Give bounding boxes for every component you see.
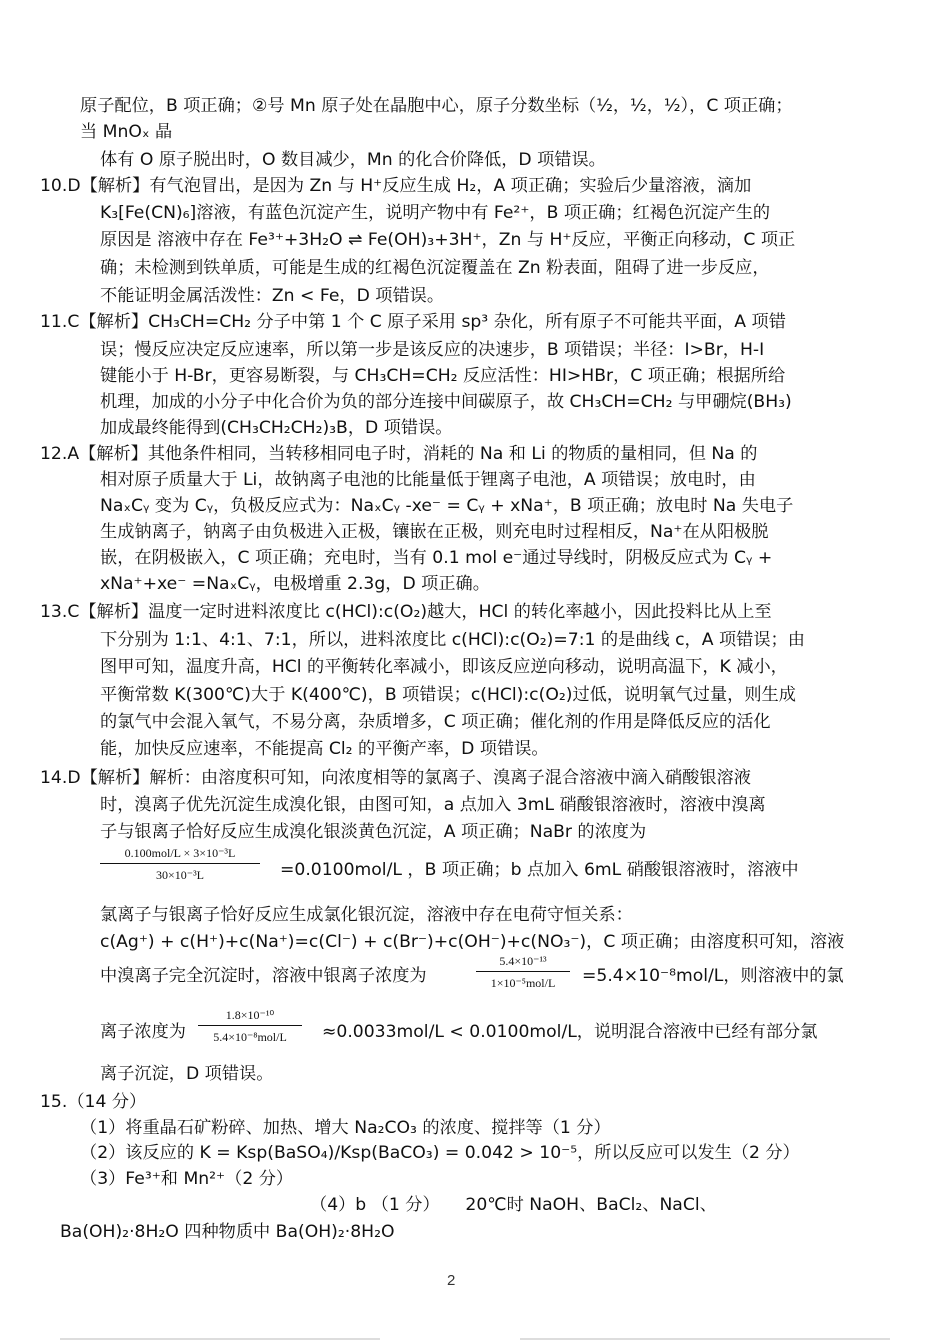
- text-line: 能，加快反应速率，不能提高 Cl₂ 的平衡产率，D 项错误。: [100, 739, 549, 759]
- text-line: ≈0.0033mol/L < 0.0100mol/L，说明混合溶液中已经有部分氯: [322, 1022, 818, 1042]
- text-line: 原子配位，B 项正确；②号 Mn 原子处在晶胞中心，原子分数坐标（½，½，½），C 项正确；: [80, 96, 793, 116]
- question-15-heading: 15.（14 分）: [40, 1092, 147, 1112]
- fraction-nabr-concentration: [100, 846, 260, 883]
- text-line: 体有 O 原子脱出时，O 数目减少，Mn 的化合价降低，D 项错误。: [100, 150, 606, 170]
- answer-11-line: 11.C【解析】CH₃CH=CH₂ 分子中第 1 个 C 原子采用 sp³ 杂化，所有原子不可能共平面，A 项错: [40, 312, 786, 332]
- text-line: 中溴离子完全沉淀时，溶液中银离子浓度为: [100, 966, 427, 986]
- divider: [60, 1338, 380, 1340]
- text-line: 离子沉淀，D 项错误。: [100, 1064, 274, 1084]
- fraction-cl-concentration: [198, 1008, 302, 1045]
- answer-14-line: 14.D【解析】解析：由溶度积可知，向浓度相等的氯离子、溴离子混合溶液中滴入硝酸银溶液: [40, 768, 751, 788]
- text-line: =0.0100mol/L ，B 项正确；b 点加入 6mL 硝酸银溶液时，溶液中: [280, 860, 799, 880]
- text-line: 原因是 溶液中存在 Fe³⁺+3H₂O ⇌ Fe(OH)₃+3H⁺，Zn 与 H⁺反应，平衡正向移动，C 项正: [100, 230, 796, 250]
- text-line: =5.4×10⁻⁸mol/L，则溶液中的氯: [582, 966, 844, 986]
- text-line: （3）Fe³⁺和 Mn²⁺（2 分）: [80, 1169, 294, 1189]
- text-line: 键能小于 H-Br，更容易断裂，与 CH₃CH=CH₂ 反应活性：HI>HBr，C 项正确；根据所给: [100, 366, 786, 386]
- text-line: 生成钠离子，钠离子由负极进入正极，镶嵌在正极，则充电时过程相反，Na⁺在从阳极脱: [100, 522, 769, 542]
- answer-10-line: 10.D【解析】有气泡冒出，是因为 Zn 与 H⁺反应生成 H₂，A 项正确；实验后少量溶液，滴加: [40, 176, 752, 196]
- text-line: Ba(OH)₂·8H₂O 四种物质中 Ba(OH)₂·8H₂O: [60, 1222, 395, 1242]
- fraction-numerator: 1.8×10⁻¹⁰: [198, 1008, 302, 1026]
- text-line: 平衡常数 K(300℃)大于 K(400℃)，B 项错误；c(HCl):c(O₂)过低，说明氧气过量，则生成: [100, 685, 796, 705]
- text-line: 嵌，在阴极嵌入，C 项正确；充电时，当有 0.1 mol e⁻通过导线时，阴极反应式为 Cᵧ +: [100, 548, 773, 568]
- text-line: 不能证明金属活泼性：Zn < Fe，D 项错误。: [100, 286, 445, 306]
- page-number: 2: [447, 1272, 456, 1289]
- text-line: （2）该反应的 K = Ksp(BaSO₄)/Ksp(BaCO₃) = 0.042 > 10⁻⁵，所以反应可以发生（2 分）: [80, 1143, 800, 1163]
- fraction-denominator: 30×10⁻³L: [155, 868, 205, 882]
- divider: [520, 1338, 890, 1340]
- text-line: 误；慢反应决定反应速率，所以第一步是该反应的决速步，B 项错误；半径：I>Br，H-I: [100, 340, 765, 360]
- text-line: 离子浓度为: [100, 1022, 186, 1042]
- text-line: 图甲可知，温度升高，HCl 的平衡转化率减小，即该反应逆向移动，说明高温下，K 减小，: [100, 657, 788, 677]
- text-line: 下分别为 1:1、4:1、7:1，所以，进料浓度比 c(HCl):c(O₂)=7:1 的是曲线 c，A 项错误；由: [100, 630, 805, 650]
- text-line: （4）b （1 分） 20℃时 NaOH、BaCl₂、NaCl、: [310, 1195, 717, 1215]
- fraction-denominator: 1×10⁻⁵mol/L: [490, 976, 556, 990]
- fraction-numerator: 0.100mol/L × 3×10⁻³L: [100, 846, 260, 864]
- text-line: 确；未检测到铁单质，可能是生成的红褐色沉淀覆盖在 Zn 粉表面，阻碍了进一步反应，: [100, 258, 770, 278]
- text-line: 机理，加成的小分子中化合价为负的部分连接中间碳原子，故 CH₃CH=CH₂ 与甲硼烷(BH₃): [100, 392, 792, 412]
- text-line: 加成最终能得到(CH₃CH₂CH₂)₃B，D 项错误。: [100, 418, 453, 438]
- fraction-numerator: 5.4×10⁻¹³: [476, 954, 570, 972]
- text-line: 时，溴离子优先沉淀生成溴化银，由图可知，a 点加入 3mL 硝酸银溶液时，溶液中溴离: [100, 795, 766, 815]
- text-line: 当 MnOₓ 晶: [80, 122, 173, 142]
- text-line: NaₓCᵧ 变为 Cᵧ，负极反应式为：NaₓCᵧ -xe⁻ = Cᵧ + xNa⁺，B 项正确；放电时 Na 失电子: [100, 496, 794, 516]
- fraction-ag-concentration: [476, 954, 570, 991]
- fraction-denominator: 5.4×10⁻⁸mol/L: [213, 1030, 287, 1044]
- text-line: 的氯气中会混入氧气，不易分离，杂质增多，C 项正确；催化剂的作用是降低反应的活化: [100, 712, 771, 732]
- text-line: c(Ag⁺) + c(H⁺)+c(Na⁺)=c(Cl⁻) + c(Br⁻)+c(OH⁻)+c(NO₃⁻)，C 项正确；由溶度积可知，溶液: [100, 932, 845, 952]
- answer-13-line: 13.C【解析】温度一定时进料浓度比 c(HCl):c(O₂)越大，HCl 的转化率越小，因此投料比从上至: [40, 602, 772, 622]
- text-line: K₃[Fe(CN)₆]溶液，有蓝色沉淀产生，说明产物中有 Fe²⁺，B 项正确；红褐色沉淀产生的: [100, 203, 771, 223]
- text-line: （1）将重晶石矿粉碎、加热、增大 Na₂CO₃ 的浓度、搅拌等（1 分）: [80, 1118, 611, 1138]
- text-line: xNa⁺+xe⁻ =NaₓCᵧ，电极增重 2.3g，D 项正确。: [100, 574, 490, 594]
- text-line: 子与银离子恰好反应生成溴化银淡黄色沉淀，A 项正确；NaBr 的浓度为: [100, 822, 647, 842]
- text-line: 氯离子与银离子恰好反应生成氯化银沉淀，溶液中存在电荷守恒关系：: [100, 905, 633, 925]
- text-line: 相对原子质量大于 Li，故钠离子电池的比能量低于锂离子电池，A 项错误；放电时，由: [100, 470, 756, 490]
- answer-12-line: 12.A【解析】其他条件相同，当转移相同电子时，消耗的 Na 和 Li 的物质的量相同，但 Na 的: [40, 444, 758, 464]
